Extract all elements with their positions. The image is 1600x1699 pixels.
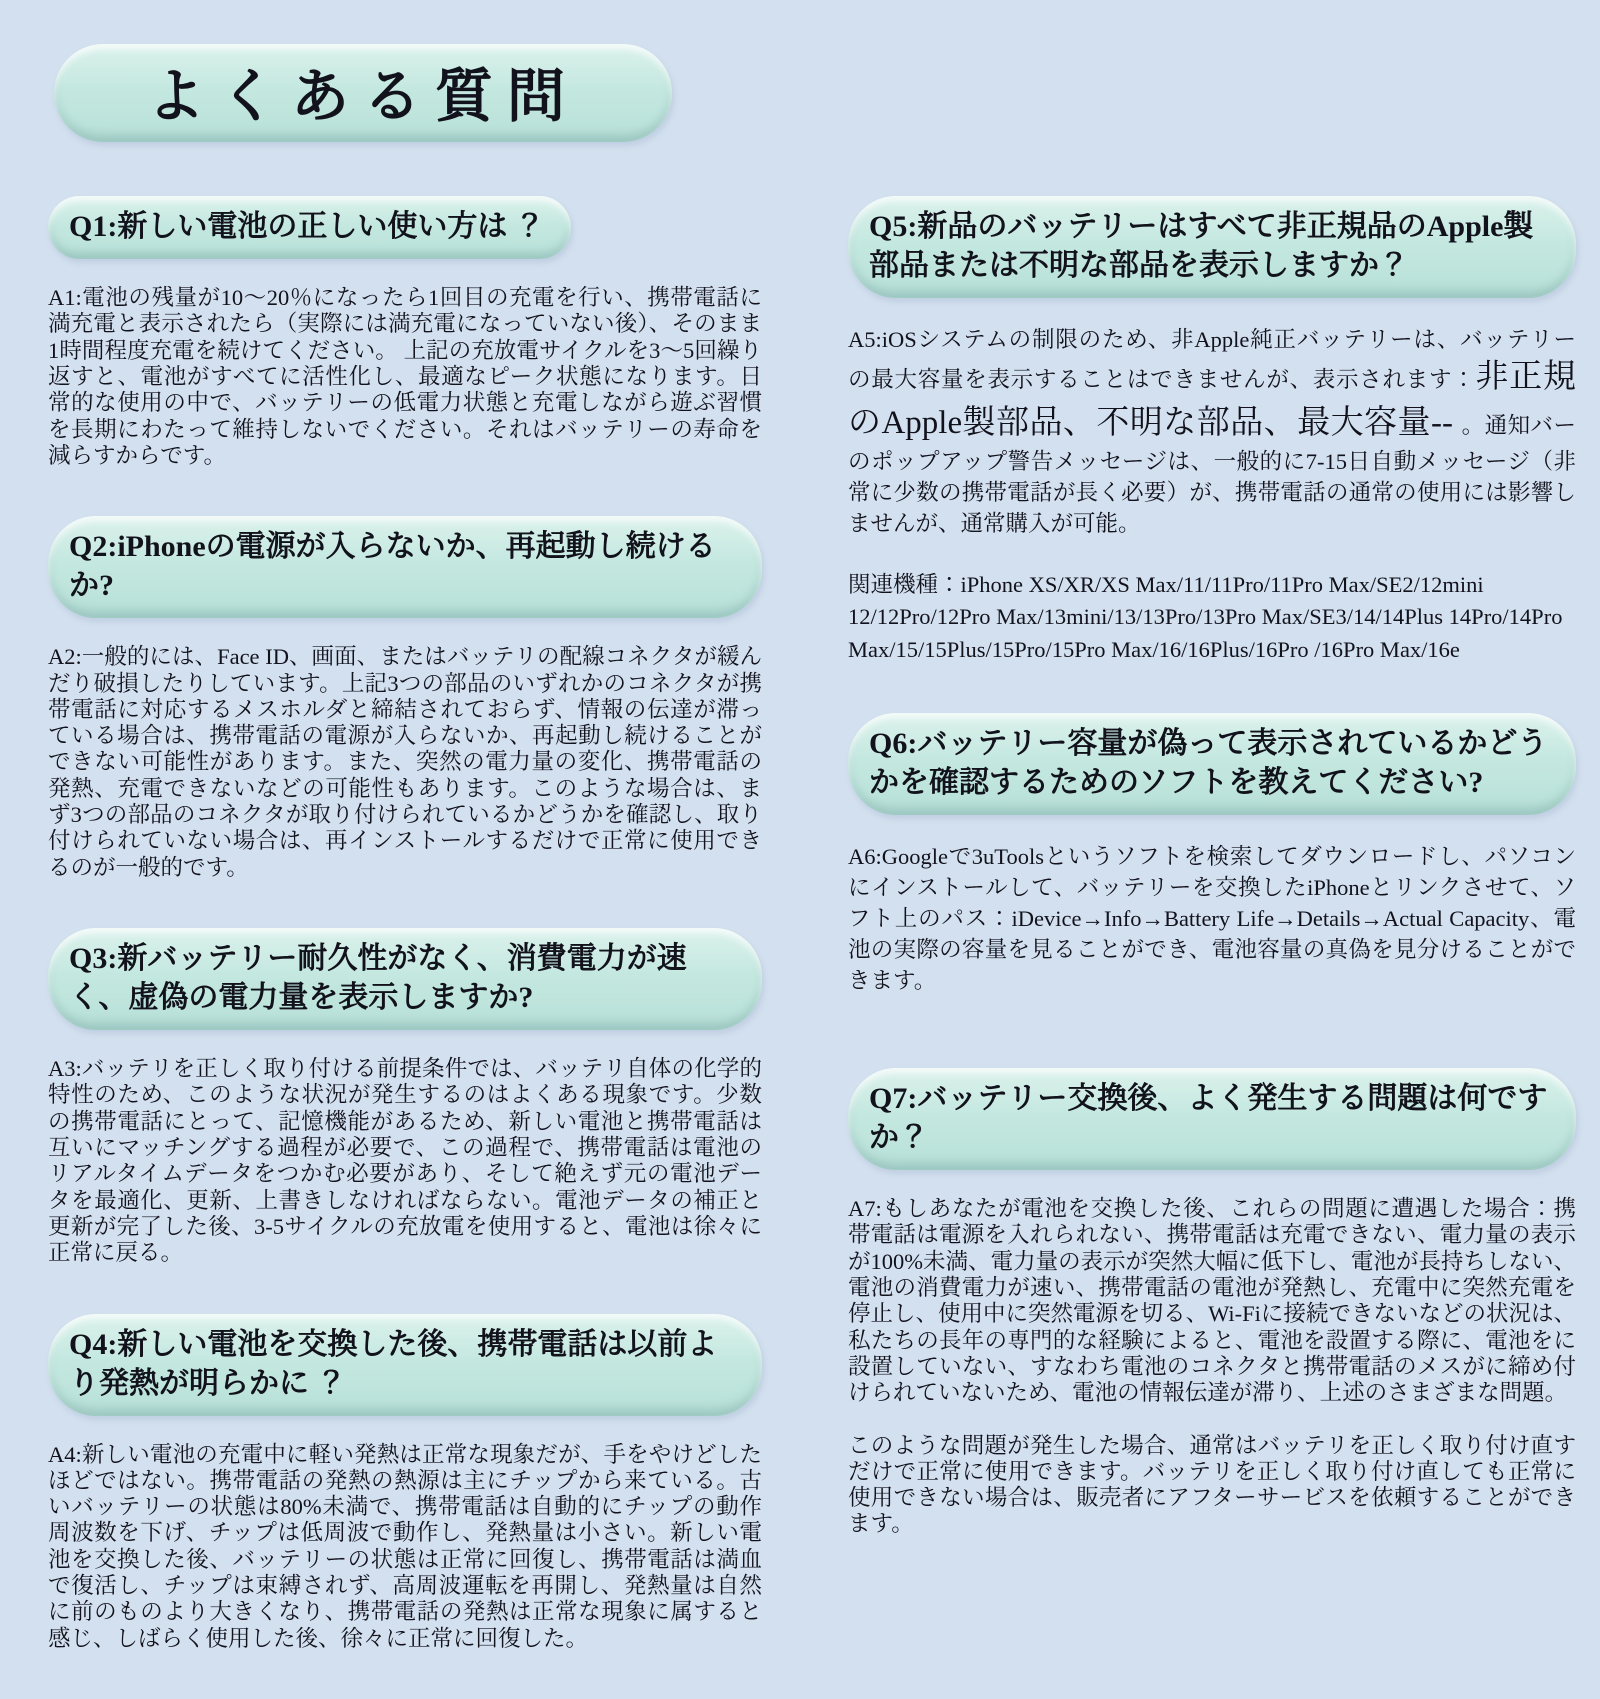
question-pill-q5: Q5:新品のバッテリーはすべて非正規品のApple製部品または不明な部品を表示しますか？ <box>848 196 1576 298</box>
answer-a5-post: 。通知バーのポップアップ警告メッセージは、一般的に7-15日自動メッセージ（非常に少数の携帯電話が長く必要）が、携帯電話の通常の使用には影響しませんが、通常購入が可能。 <box>848 412 1576 537</box>
answer-text-a7-paragraph2: このような問題が発生した場合、通常はバッテリを正しく取り付け直すだけで正常に使用できます。バッテリを正しく取り付け直しても正常に使用できない場合は、販売者にアフターサービスを依頼することができます。 <box>848 1432 1576 1537</box>
question-pill-q6: Q6:バッテリー容量が偽って表示されているかどうかを確認するためのソフトを教えてください? <box>848 713 1576 815</box>
answer-a5-emphasis: 非正規のApple製部品、不明な部品、最大容量-- <box>848 359 1576 441</box>
faq-item-q2 <box>48 516 762 881</box>
page-title: よくある質問 <box>146 64 579 129</box>
related-models-text: 関連機種：iPhone XS/XR/XS Max/11/11Pro/11Pro Max/SE2/12mini 12/12Pro/12Pro Max/13mini/13/13Pro/13Pro Max/SE3/14/14Plus 14Pro/14Pro Max/15/15Plus/15Pro/15Pro Max/16/16Plus/16Pro /16Pro Max/16e <box>848 572 1563 662</box>
answer-text-a1: A1:電池の残量が10〜20％になったら1回目の充電を行い、携帯電話に満充電と表示されたら（実際には満充電になっていない後）、そのまま1時間程度充電を続けてください。 上記の充放電サイクルを3〜5回繰り返すと、電池がすべてに活性化し、最適なピーク状態になります。日常的な使用の中で、バッテリーの低電力状態と充電しながら遊ぶ習慣を長期にわたって維持しないでください。それはバッテリーの寿命を減らすからです。 <box>48 285 762 468</box>
faq-item-q4 <box>48 1314 762 1653</box>
answer-text-a3: A3:バッテリを正しく取り付ける前提条件では、バッテリ自体の化学的特性のため、このような状況が発生するのはよくある現象です。少数の携帯電話にとって、記憶機能があるため、新しい電池と携帯電話は互いにマッチングする過程が必要で、この過程で、携帯電話は電池のリアルタイムデータをつかむ必要があり、そして絶えず元の電池データを最適化、更新、上書きしなければならない。電池データの補正と更新が完了した後、3-5サイクルの充放電を使用すると、電池は徐々に正常に戻る。 <box>48 1056 762 1266</box>
answer-text-a2: A2:一般的には、Face ID、画面、またはバッテリの配線コネクタが緩んだり破損したりしています。上記3つの部品のいずれかのコネクタが携帯電話に対応するメスホルダと締結されておらず、情報の伝達が滞っている場合は、携帯電話の電源が入らないか、再起動し続けることができない可能性があります。また、突然の電力量の変化、携帯電話の発熱、充電できないなどの可能性もあります。このような場合は、まず3つの部品のコネクタが取り付けられているかどうかを確認し、取り付けられていない場合は、再インストールするだけで正常に使用できるのが一般的です。 <box>48 644 762 880</box>
faq-item-q5 <box>848 196 1576 666</box>
faq-column-left <box>48 196 762 1699</box>
faq-item-q7 <box>848 1068 1576 1538</box>
answer-text-a5 <box>848 324 1576 539</box>
answer-a5-pre: A5:iOSシステムの制限のため、非Apple純正バッテリーは、バッテリーの最大容量を表示することはできませんが、表示されます： <box>848 327 1576 393</box>
question-pill-q3: Q3:新バッテリー耐久性がなく、消費電力が速く、虚偽の電力量を表示しますか? <box>48 928 762 1030</box>
answer-text-a6: A6:Googleで3uToolsというソフトを検索してダウンロードし、パソコンにインストールして、バッテリーを交換したiPhoneとリンクさせて、ソフト上のパス：iDevice→Info→Battery Life→Details→Actual Capacity、電池の実際の容量を見ることができ、電池容量の真偽を見分けることができます。 <box>848 843 1576 993</box>
answer-text-a4: A4:新しい電池の充電中に軽い発熱は正常な現象だが、手をやけどしたほどではない。携帯電話の発熱の熱源は主にチップから来ている。古いバッテリーの状態は80%未満で、携帯電話は自動的にチップの動作周波数を下げ、チップは低周波で動作し、発熱量は小さい。新しい電池を交換した後、バッテリーの状態は正常に回復し、携帯電話は満血で復活し、チップは束縛されず、高周波運転を再開し、発熱量は自然に前のものより大きくなり、携帯電話の発熱は正常な現象に属すると感じ、しばらく使用した後、徐々に正常に回復した。 <box>48 1441 762 1651</box>
faq-columns <box>48 196 1576 1699</box>
faq-item-q1 <box>48 196 762 469</box>
faq-title-banner <box>54 44 672 142</box>
faq-item-q6 <box>848 713 1576 996</box>
faq-column-right <box>848 196 1576 1585</box>
faq-item-q3 <box>48 928 762 1267</box>
question-pill-q1: Q1:新しい電池の正しい使い方は ？ <box>48 196 571 259</box>
question-pill-q7: Q7:バッテリー交換後、よく発生する問題は何ですか？ <box>848 1068 1576 1170</box>
answer-text-a7-paragraph1: A7:もしあなたが電池を交換した後、これらの問題に遭遇した場合：携帯電話は電源を入れられない、携帯電話は充電できない、電力量の表示が100%未満、電力量の表示が突然大幅に低下し、電池が長持ちしない、電池の消費電力が速い、携帯電話の電池が発熱し、充電中に突然充電を停止し、使用中に突然電源を切る、Wi-Fiに接続できないなどの状況は、私たちの長年の専門的な経験によると、電池を設置する際に、電池をに設置していない、すなわち電池のコネクタと携帯電話のメスがに締め付けられていないため、電池の情報伝達が滞り、上述のさまざまな問題。 <box>848 1196 1576 1406</box>
question-pill-q4: Q4:新しい電池を交換した後、携帯電話は以前より発熱が明らかに ？ <box>48 1314 762 1416</box>
question-pill-q2: Q2:iPhoneの電源が入らないか、再起動し続けるか? <box>48 516 762 618</box>
